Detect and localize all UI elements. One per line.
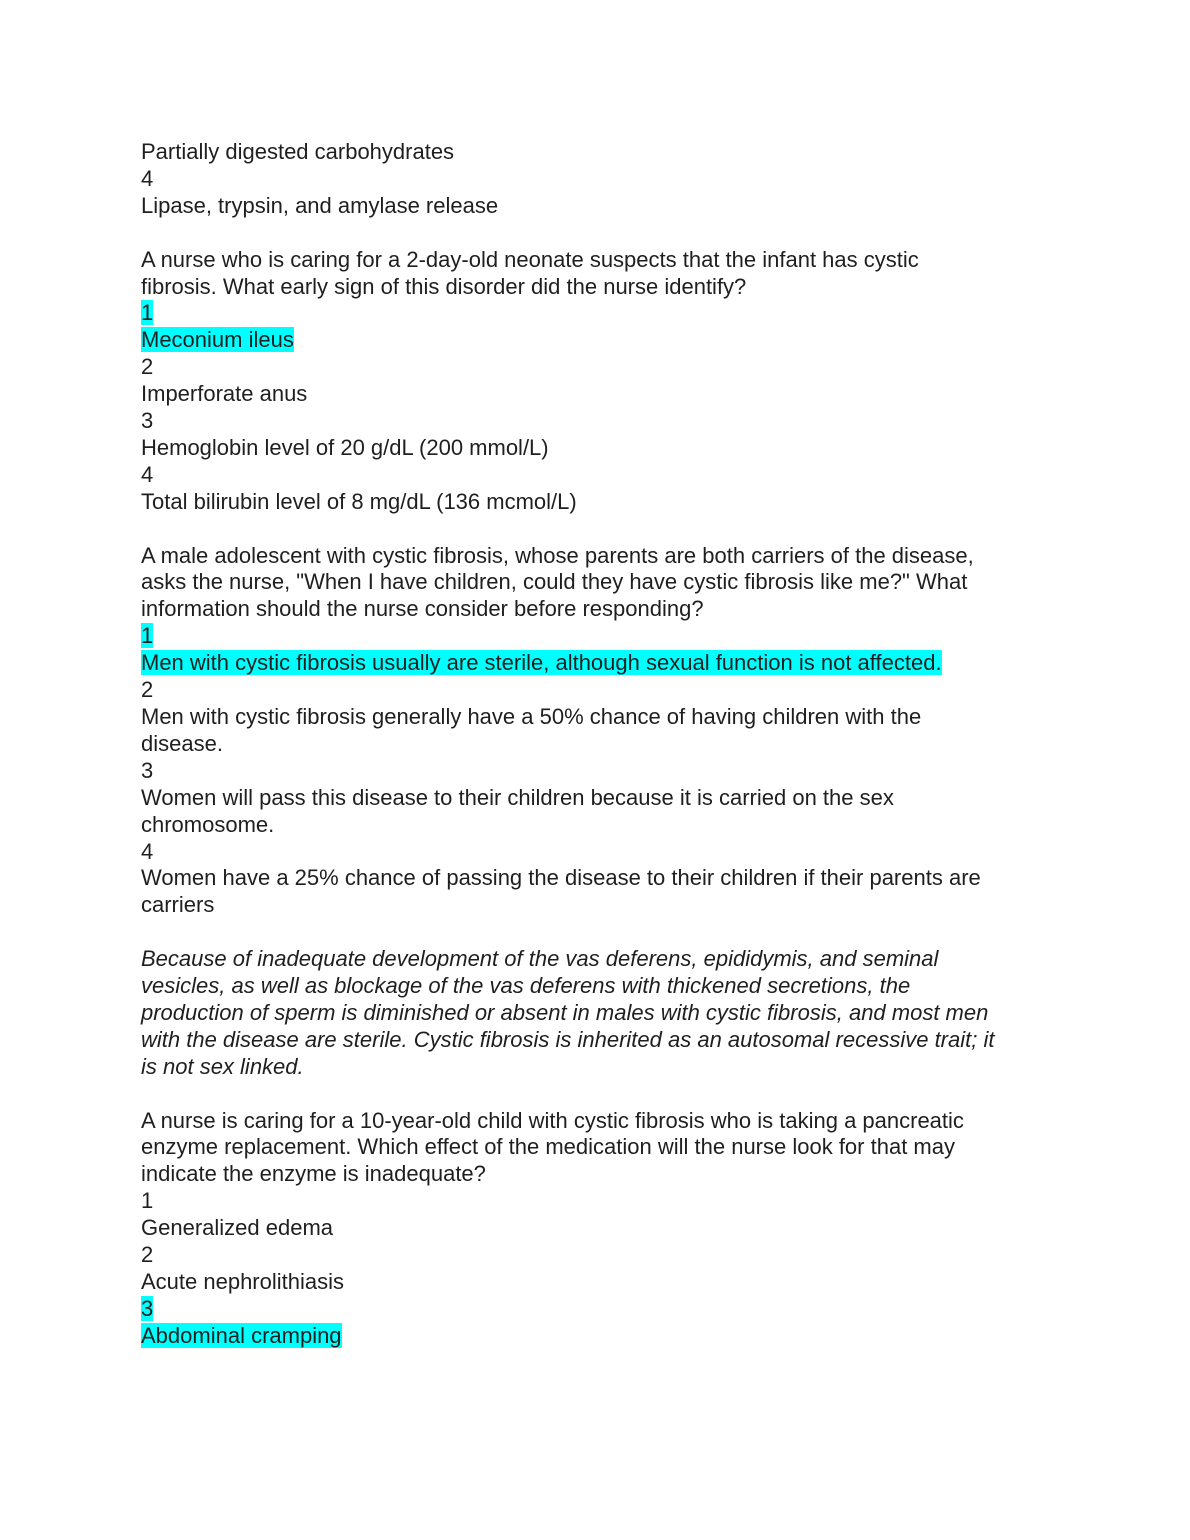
option-number: 3 [141,408,154,434]
question-stem: indicate the enzyme is inadequate? [141,1161,486,1187]
option-number: 4 [141,838,154,864]
option-number-correct: 1 [141,300,154,326]
option-number: 1 [141,1188,154,1214]
question-1 [141,247,1061,516]
question-stem: asks the nurse, "When I have children, could they have cystic fibrosis like me?" What [141,569,968,595]
option-number: 3 [141,757,154,783]
question-stem: information should the nurse consider before responding? [141,596,704,622]
option-number: 4 [141,461,154,487]
question-3 [141,1108,1061,1350]
option-text: Women have a 25% chance of passing the disease to their children if their parents are [141,865,981,891]
question-stem: A male adolescent with cystic fibrosis, whose parents are both carriers of the disease, [141,542,974,568]
document-page [141,139,1061,1350]
option-text: Total bilirubin level of 8 mg/dL (136 mcmol/L) [141,488,577,514]
rationale-line: production of sperm is diminished or absent in males with cystic fibrosis, and most men [141,999,989,1025]
option-number: 2 [141,354,154,380]
question-stem: enzyme replacement. Which effect of the medication will the nurse look for that may [141,1134,955,1160]
intro-line: 4 [141,165,154,191]
option-text: Acute nephrolithiasis [141,1269,345,1294]
rationale-line: vesicles, as well as blockage of the vas deferens with thickened secretions, the [141,973,911,999]
option-text: Women will pass this disease to their children because it is carried on the sex [141,784,894,810]
option-text: Generalized edema [141,1215,334,1241]
option-number-correct: 3 [141,1295,154,1321]
rationale-line: with the disease are sterile. Cystic fibrosis is inherited as an autosomal recessive trait; it [141,1026,995,1052]
option-number: 2 [141,1242,154,1268]
question-2 [141,543,1061,1081]
intro-line: Partially digested carbohydrates [141,139,455,164]
intro-line: Lipase, trypsin, and amylase release [141,192,499,218]
question-stem: A nurse is caring for a 10-year-old child with cystic fibrosis who is taking a pancreatic [141,1107,964,1133]
option-number: 2 [141,677,154,703]
option-text: carriers [141,892,215,918]
rationale-line: is not sex linked. [141,1053,304,1079]
option-text-correct: Meconium ileus [141,327,294,353]
option-text: disease. [141,730,223,756]
option-text: Hemoglobin level of 20 g/dL (200 mmol/L) [141,434,549,460]
option-number-correct: 1 [141,623,154,649]
option-text: Men with cystic fibrosis generally have a 50% chance of having children with the [141,704,922,729]
option-text-correct: Abdominal cramping [141,1322,342,1348]
option-text-correct: Men with cystic fibrosis usually are sterile, although sexual function is not affected. [141,650,942,676]
question-stem: fibrosis. What early sign of this disorder did the nurse identify? [141,273,747,299]
option-text: Imperforate anus [141,381,308,407]
question-stem: A nurse who is caring for a 2-day-old neonate suspects that the infant has cystic [141,246,919,272]
option-text: chromosome. [141,811,275,837]
rationale-line: Because of inadequate development of the vas deferens, epididymis, and seminal [141,946,939,972]
rationale [141,946,1061,1081]
